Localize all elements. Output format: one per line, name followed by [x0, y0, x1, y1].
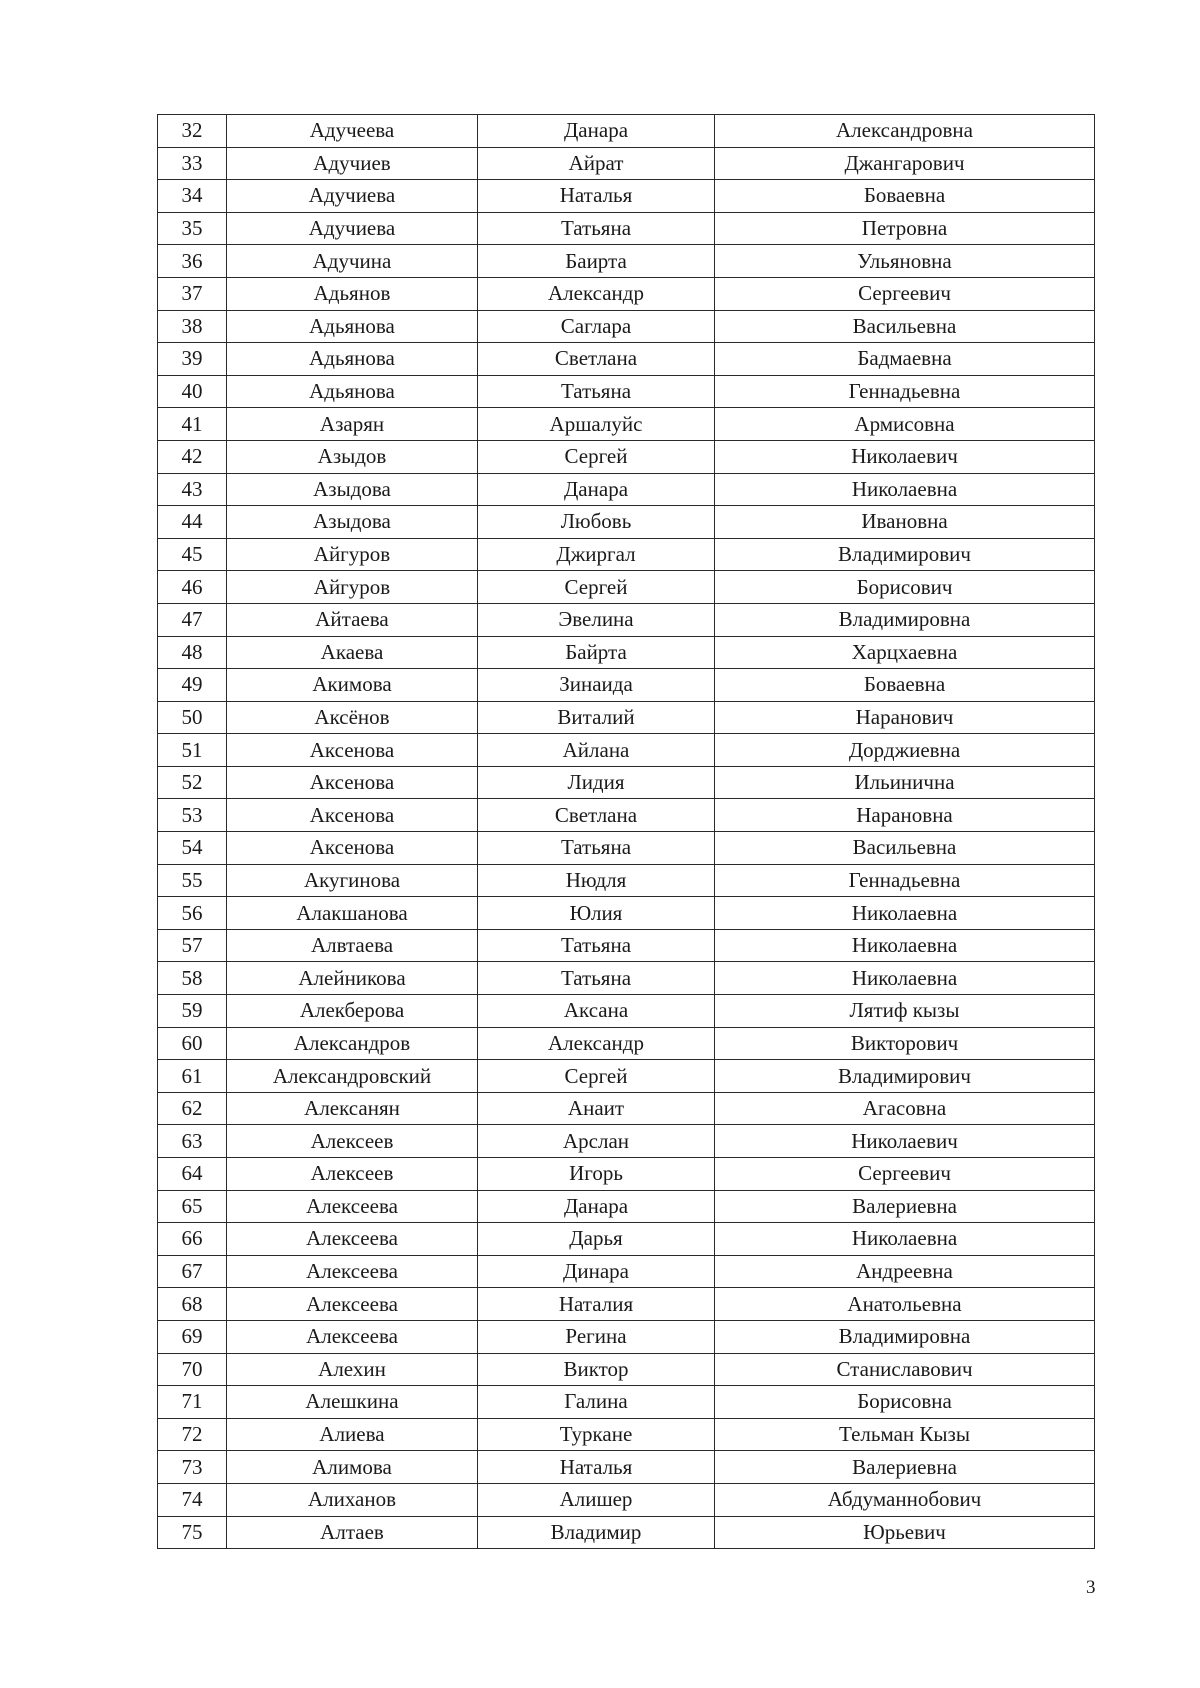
- table-row: [158, 277, 1095, 310]
- row-number-cell: 74: [158, 1483, 227, 1516]
- first-name-cell: Регина: [478, 1320, 715, 1353]
- patronymic-cell: Николаевич: [715, 1125, 1095, 1158]
- last-name-cell: Алексеева: [227, 1190, 478, 1223]
- patronymic-cell: Бадмаевна: [715, 343, 1095, 376]
- row-number-cell: 63: [158, 1125, 227, 1158]
- first-name-cell: Виктор: [478, 1353, 715, 1386]
- first-name-cell: Туркане: [478, 1418, 715, 1451]
- last-name-cell: Айгуров: [227, 571, 478, 604]
- last-name-cell: Александровский: [227, 1060, 478, 1093]
- patronymic-cell: Юрьевич: [715, 1516, 1095, 1549]
- row-number-cell: 66: [158, 1223, 227, 1256]
- row-number-cell: 35: [158, 212, 227, 245]
- last-name-cell: Алиева: [227, 1418, 478, 1451]
- last-name-cell: Алиханов: [227, 1483, 478, 1516]
- last-name-cell: Адьянов: [227, 277, 478, 310]
- row-number-cell: 49: [158, 669, 227, 702]
- first-name-cell: Татьяна: [478, 962, 715, 995]
- first-name-cell: Анаит: [478, 1092, 715, 1125]
- row-number-cell: 53: [158, 799, 227, 832]
- table-row: [158, 180, 1095, 213]
- table-row: [158, 1386, 1095, 1419]
- first-name-cell: Юлия: [478, 897, 715, 930]
- first-name-cell: Наталья: [478, 1451, 715, 1484]
- patronymic-cell: Николаевич: [715, 440, 1095, 473]
- last-name-cell: Азыдова: [227, 506, 478, 539]
- table-row: [158, 701, 1095, 734]
- patronymic-cell: Николаевна: [715, 929, 1095, 962]
- first-name-cell: Данара: [478, 115, 715, 148]
- table-row: [158, 864, 1095, 897]
- table-row: [158, 571, 1095, 604]
- table-row: [158, 408, 1095, 441]
- first-name-cell: Татьяна: [478, 832, 715, 865]
- row-number-cell: 37: [158, 277, 227, 310]
- table-row: [158, 1223, 1095, 1256]
- first-name-cell: Виталий: [478, 701, 715, 734]
- table-row: [158, 440, 1095, 473]
- row-number-cell: 44: [158, 506, 227, 539]
- last-name-cell: Алейникова: [227, 962, 478, 995]
- last-name-cell: Акугинова: [227, 864, 478, 897]
- patronymic-cell: Сергеевич: [715, 277, 1095, 310]
- patronymic-cell: Викторович: [715, 1027, 1095, 1060]
- first-name-cell: Арслан: [478, 1125, 715, 1158]
- first-name-cell: Баирта: [478, 245, 715, 278]
- row-number-cell: 40: [158, 375, 227, 408]
- row-number-cell: 71: [158, 1386, 227, 1419]
- row-number-cell: 59: [158, 995, 227, 1028]
- table-row: [158, 1288, 1095, 1321]
- table-row: [158, 636, 1095, 669]
- table-row: [158, 506, 1095, 539]
- last-name-cell: Алексеева: [227, 1320, 478, 1353]
- row-number-cell: 32: [158, 115, 227, 148]
- first-name-cell: Лидия: [478, 766, 715, 799]
- last-name-cell: Адучеева: [227, 115, 478, 148]
- table-row: [158, 343, 1095, 376]
- last-name-cell: Азарян: [227, 408, 478, 441]
- first-name-cell: Наталия: [478, 1288, 715, 1321]
- row-number-cell: 69: [158, 1320, 227, 1353]
- row-number-cell: 48: [158, 636, 227, 669]
- last-name-cell: Алвтаева: [227, 929, 478, 962]
- patronymic-cell: Абдуманнобович: [715, 1483, 1095, 1516]
- first-name-cell: Алишер: [478, 1483, 715, 1516]
- row-number-cell: 55: [158, 864, 227, 897]
- first-name-cell: Галина: [478, 1386, 715, 1419]
- patronymic-cell: Андреевна: [715, 1255, 1095, 1288]
- first-name-cell: Аршалуйс: [478, 408, 715, 441]
- first-name-cell: Александр: [478, 1027, 715, 1060]
- row-number-cell: 65: [158, 1190, 227, 1223]
- table-row: [158, 1451, 1095, 1484]
- first-name-cell: Эвелина: [478, 603, 715, 636]
- first-name-cell: Сергей: [478, 440, 715, 473]
- row-number-cell: 52: [158, 766, 227, 799]
- table-row: [158, 1190, 1095, 1223]
- patronymic-cell: Борисович: [715, 571, 1095, 604]
- table-row: [158, 766, 1095, 799]
- table-row: [158, 1418, 1095, 1451]
- row-number-cell: 51: [158, 734, 227, 767]
- table-row: [158, 1320, 1095, 1353]
- table-row: [158, 212, 1095, 245]
- first-name-cell: Сергей: [478, 1060, 715, 1093]
- last-name-cell: Адучиев: [227, 147, 478, 180]
- last-name-cell: Алексеева: [227, 1223, 478, 1256]
- first-name-cell: Байрта: [478, 636, 715, 669]
- patronymic-cell: Лятиф кызы: [715, 995, 1095, 1028]
- row-number-cell: 39: [158, 343, 227, 376]
- row-number-cell: 73: [158, 1451, 227, 1484]
- last-name-cell: Айтаева: [227, 603, 478, 636]
- row-number-cell: 67: [158, 1255, 227, 1288]
- patronymic-cell: Харцхаевна: [715, 636, 1095, 669]
- last-name-cell: Акаева: [227, 636, 478, 669]
- last-name-cell: Айгуров: [227, 538, 478, 571]
- patronymic-cell: Тельман Кызы: [715, 1418, 1095, 1451]
- last-name-cell: Алимова: [227, 1451, 478, 1484]
- table-row: [158, 962, 1095, 995]
- last-name-cell: Азыдов: [227, 440, 478, 473]
- patronymic-cell: Джангарович: [715, 147, 1095, 180]
- patronymic-cell: Владимировна: [715, 1320, 1095, 1353]
- table-row: [158, 897, 1095, 930]
- last-name-cell: Аксёнов: [227, 701, 478, 734]
- first-name-cell: Сергей: [478, 571, 715, 604]
- patronymic-cell: Станиславович: [715, 1353, 1095, 1386]
- last-name-cell: Алтаев: [227, 1516, 478, 1549]
- first-name-cell: Данара: [478, 473, 715, 506]
- table-row: [158, 603, 1095, 636]
- name-registry-table: [157, 114, 1095, 1549]
- patronymic-cell: Валериевна: [715, 1451, 1095, 1484]
- first-name-cell: Татьяна: [478, 929, 715, 962]
- patronymic-cell: Ильинична: [715, 766, 1095, 799]
- patronymic-cell: Петровна: [715, 212, 1095, 245]
- table-row: [158, 473, 1095, 506]
- row-number-cell: 43: [158, 473, 227, 506]
- first-name-cell: Александр: [478, 277, 715, 310]
- first-name-cell: Любовь: [478, 506, 715, 539]
- row-number-cell: 45: [158, 538, 227, 571]
- table-row: [158, 147, 1095, 180]
- patronymic-cell: Александровна: [715, 115, 1095, 148]
- row-number-cell: 56: [158, 897, 227, 930]
- first-name-cell: Саглара: [478, 310, 715, 343]
- table-row: [158, 1125, 1095, 1158]
- first-name-cell: Татьяна: [478, 212, 715, 245]
- last-name-cell: Алексеева: [227, 1288, 478, 1321]
- row-number-cell: 57: [158, 929, 227, 962]
- patronymic-cell: Владимирович: [715, 538, 1095, 571]
- row-number-cell: 34: [158, 180, 227, 213]
- table-body: [158, 115, 1095, 1549]
- table-row: [158, 1060, 1095, 1093]
- first-name-cell: Дарья: [478, 1223, 715, 1256]
- patronymic-cell: Владимирович: [715, 1060, 1095, 1093]
- last-name-cell: Аксенова: [227, 832, 478, 865]
- patronymic-cell: Николаевна: [715, 962, 1095, 995]
- patronymic-cell: Ивановна: [715, 506, 1095, 539]
- first-name-cell: Нюдля: [478, 864, 715, 897]
- row-number-cell: 33: [158, 147, 227, 180]
- last-name-cell: Акимова: [227, 669, 478, 702]
- table-row: [158, 995, 1095, 1028]
- row-number-cell: 68: [158, 1288, 227, 1321]
- patronymic-cell: Сергеевич: [715, 1158, 1095, 1191]
- last-name-cell: Алексеева: [227, 1255, 478, 1288]
- row-number-cell: 36: [158, 245, 227, 278]
- table-row: [158, 538, 1095, 571]
- patronymic-cell: Геннадьевна: [715, 375, 1095, 408]
- table-row: [158, 1483, 1095, 1516]
- first-name-cell: Светлана: [478, 799, 715, 832]
- first-name-cell: Татьяна: [478, 375, 715, 408]
- patronymic-cell: Армисовна: [715, 408, 1095, 441]
- last-name-cell: Аксенова: [227, 799, 478, 832]
- row-number-cell: 58: [158, 962, 227, 995]
- patronymic-cell: Васильевна: [715, 310, 1095, 343]
- row-number-cell: 54: [158, 832, 227, 865]
- patronymic-cell: Владимировна: [715, 603, 1095, 636]
- table-row: [158, 375, 1095, 408]
- table-row: [158, 1255, 1095, 1288]
- table-row: [158, 245, 1095, 278]
- last-name-cell: Азыдова: [227, 473, 478, 506]
- row-number-cell: 72: [158, 1418, 227, 1451]
- patronymic-cell: Борисовна: [715, 1386, 1095, 1419]
- table-row: [158, 1158, 1095, 1191]
- last-name-cell: Алекберова: [227, 995, 478, 1028]
- last-name-cell: Алексеев: [227, 1125, 478, 1158]
- page-number: 3: [1086, 1577, 1096, 1598]
- table-row: [158, 832, 1095, 865]
- last-name-cell: Александров: [227, 1027, 478, 1060]
- patronymic-cell: Николаевна: [715, 897, 1095, 930]
- first-name-cell: Айлана: [478, 734, 715, 767]
- first-name-cell: Данара: [478, 1190, 715, 1223]
- patronymic-cell: Николаевна: [715, 1223, 1095, 1256]
- table-row: [158, 310, 1095, 343]
- patronymic-cell: Ульяновна: [715, 245, 1095, 278]
- patronymic-cell: Боваевна: [715, 669, 1095, 702]
- last-name-cell: Алехин: [227, 1353, 478, 1386]
- last-name-cell: Адьянова: [227, 375, 478, 408]
- last-name-cell: Алакшанова: [227, 897, 478, 930]
- row-number-cell: 38: [158, 310, 227, 343]
- row-number-cell: 41: [158, 408, 227, 441]
- row-number-cell: 61: [158, 1060, 227, 1093]
- patronymic-cell: Валериевна: [715, 1190, 1095, 1223]
- first-name-cell: Светлана: [478, 343, 715, 376]
- first-name-cell: Аксана: [478, 995, 715, 1028]
- last-name-cell: Аксенова: [227, 766, 478, 799]
- row-number-cell: 75: [158, 1516, 227, 1549]
- patronymic-cell: Наранович: [715, 701, 1095, 734]
- table-row: [158, 734, 1095, 767]
- last-name-cell: Алексеев: [227, 1158, 478, 1191]
- patronymic-cell: Дорджиевна: [715, 734, 1095, 767]
- patronymic-cell: Агасовна: [715, 1092, 1095, 1125]
- row-number-cell: 60: [158, 1027, 227, 1060]
- row-number-cell: 42: [158, 440, 227, 473]
- first-name-cell: Игорь: [478, 1158, 715, 1191]
- row-number-cell: 50: [158, 701, 227, 734]
- patronymic-cell: Васильевна: [715, 832, 1095, 865]
- table-row: [158, 1092, 1095, 1125]
- patronymic-cell: Нарановна: [715, 799, 1095, 832]
- first-name-cell: Наталья: [478, 180, 715, 213]
- table-row: [158, 669, 1095, 702]
- first-name-cell: Владимир: [478, 1516, 715, 1549]
- table-row: [158, 799, 1095, 832]
- table-row: [158, 1027, 1095, 1060]
- patronymic-cell: Геннадьевна: [715, 864, 1095, 897]
- last-name-cell: Адучина: [227, 245, 478, 278]
- row-number-cell: 70: [158, 1353, 227, 1386]
- table-row: [158, 1516, 1095, 1549]
- last-name-cell: Адьянова: [227, 343, 478, 376]
- row-number-cell: 46: [158, 571, 227, 604]
- last-name-cell: Адьянова: [227, 310, 478, 343]
- last-name-cell: Адучиева: [227, 180, 478, 213]
- table-row: [158, 1353, 1095, 1386]
- last-name-cell: Аксенова: [227, 734, 478, 767]
- last-name-cell: Алешкина: [227, 1386, 478, 1419]
- first-name-cell: Айрат: [478, 147, 715, 180]
- first-name-cell: Зинаида: [478, 669, 715, 702]
- first-name-cell: Динара: [478, 1255, 715, 1288]
- table-row: [158, 929, 1095, 962]
- patronymic-cell: Анатольевна: [715, 1288, 1095, 1321]
- last-name-cell: Алексанян: [227, 1092, 478, 1125]
- row-number-cell: 64: [158, 1158, 227, 1191]
- first-name-cell: Джиргал: [478, 538, 715, 571]
- patronymic-cell: Николаевна: [715, 473, 1095, 506]
- table-row: [158, 115, 1095, 148]
- patronymic-cell: Боваевна: [715, 180, 1095, 213]
- row-number-cell: 62: [158, 1092, 227, 1125]
- last-name-cell: Адучиева: [227, 212, 478, 245]
- row-number-cell: 47: [158, 603, 227, 636]
